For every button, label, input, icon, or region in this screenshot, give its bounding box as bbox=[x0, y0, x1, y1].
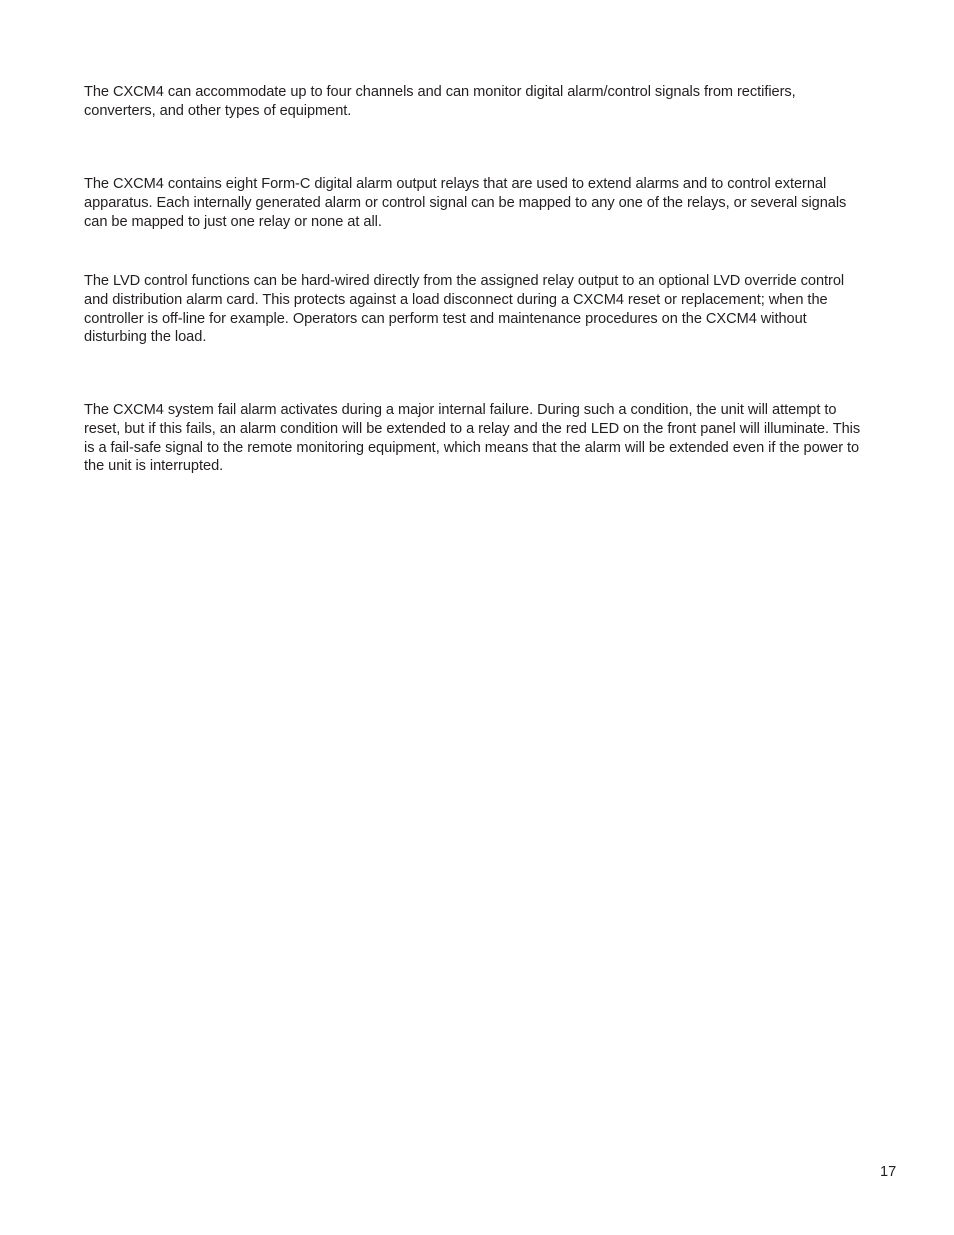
paragraph-output-relays: The CXCM4 contains eight Form-C digital alarm output relays that are used to extend alarms and to control external apparatus. Each internally generated alarm or control signal can be mapped to any one of the relays, or several signals can be mapped to just one relay or none at all. bbox=[84, 176, 847, 230]
paragraph-system-fail-alarm: The CXCM4 system fail alarm activates during a major internal failure. During such a condition, the unit will attempt to reset, but if this fails, an alarm condition will be extended to a relay and the red LED on the front panel will illuminate. This is a fail-safe signal to the remote monitoring equipment, which means that the alarm will be extended even if the power to the unit is interrupted. bbox=[84, 402, 861, 475]
page-number: 17 bbox=[880, 1164, 897, 1180]
paragraph-channels: The CXCM4 can accommodate up to four channels and can monitor digital alarm/control signals from rectifiers, converters, and other types of equipment. bbox=[84, 84, 796, 119]
paragraph-lvd-control: The LVD control functions can be hard-wired directly from the assigned relay output to an optional LVD override control and distribution alarm card. This protects against a load disconnect during a CXCM4 reset or replacement; when the controller is off-line for example. Operators can perform test and maintenance procedures on the CXCM4 without disturbing the load. bbox=[84, 273, 845, 346]
